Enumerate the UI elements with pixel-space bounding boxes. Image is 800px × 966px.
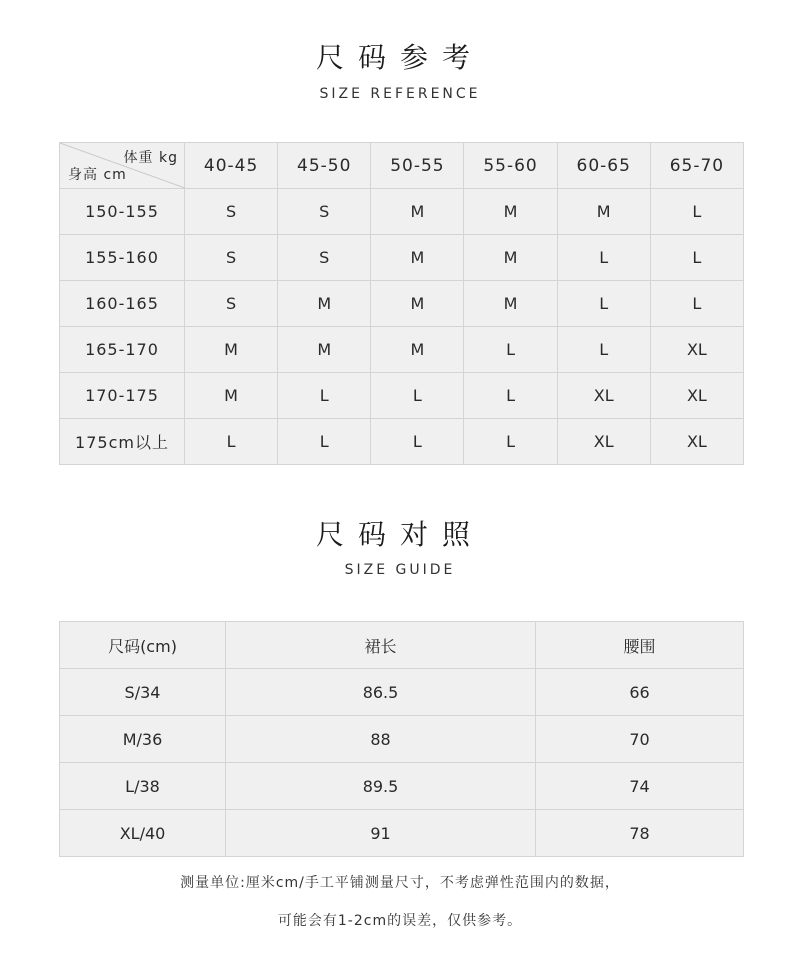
column-header: 腰围	[536, 622, 744, 669]
height-label: 160-165	[60, 281, 185, 327]
waist-cell: 70	[536, 716, 744, 763]
skirt-length-cell: 91	[226, 810, 536, 857]
skirt-length-cell: 86.5	[226, 669, 536, 716]
waist-cell: 66	[536, 669, 744, 716]
height-label: 150-155	[60, 189, 185, 235]
size-cell: M	[371, 189, 464, 235]
size-cell: XL/40	[60, 810, 226, 857]
measurement-note-line1: 测量单位:厘米cm/手工平铺测量尺寸，不考虑弹性范围内的数据，	[180, 875, 620, 891]
skirt-length-cell: 88	[226, 716, 536, 763]
table-header-row	[60, 622, 744, 669]
size-cell: S	[185, 189, 278, 235]
weight-header: 45-50	[278, 143, 371, 189]
height-label: 170-175	[60, 373, 185, 419]
size-cell: L	[278, 419, 371, 465]
table-row	[60, 327, 744, 373]
size-cell: L	[371, 373, 464, 419]
size-cell: XL	[557, 373, 650, 419]
waist-cell: 78	[536, 810, 744, 857]
height-axis-label: 身高 cm	[68, 167, 127, 183]
size-cell: S	[185, 235, 278, 281]
size-cell: M	[464, 281, 557, 327]
table-row	[60, 281, 744, 327]
size-cell: XL	[650, 327, 743, 373]
size-cell: M	[185, 373, 278, 419]
size-cell: L	[557, 235, 650, 281]
table-row	[60, 763, 744, 810]
size-cell: L	[650, 189, 743, 235]
size-cell: L	[464, 419, 557, 465]
size-cell: M	[371, 281, 464, 327]
size-cell: XL	[650, 373, 743, 419]
size-guide-table	[59, 621, 744, 857]
size-cell: L	[557, 281, 650, 327]
size-cell: S	[278, 235, 371, 281]
height-label: 165-170	[60, 327, 185, 373]
weight-header: 65-70	[650, 143, 743, 189]
weight-header: 55-60	[464, 143, 557, 189]
size-cell: L	[650, 235, 743, 281]
column-header: 尺码(cm)	[60, 622, 226, 669]
table-row	[60, 235, 744, 281]
table-header-row	[60, 143, 744, 189]
table-row	[60, 810, 744, 857]
size-cell: M	[464, 235, 557, 281]
table-row	[60, 373, 744, 419]
size-cell: L	[371, 419, 464, 465]
size-cell: M	[557, 189, 650, 235]
waist-cell: 74	[536, 763, 744, 810]
size-cell: L	[650, 281, 743, 327]
weight-header: 60-65	[557, 143, 650, 189]
size-cell: L	[278, 373, 371, 419]
table-row	[60, 669, 744, 716]
weight-header: 50-55	[371, 143, 464, 189]
size-cell: XL	[557, 419, 650, 465]
size-reference-title: 尺码参考	[315, 41, 484, 74]
size-cell: S	[185, 281, 278, 327]
size-cell: M	[464, 189, 557, 235]
size-cell: L	[464, 373, 557, 419]
size-cell: M	[371, 327, 464, 373]
table-row	[60, 189, 744, 235]
size-cell: S	[278, 189, 371, 235]
size-reference-subtitle: SIZE REFERENCE	[319, 86, 481, 102]
size-cell: M	[278, 281, 371, 327]
size-cell: M	[185, 327, 278, 373]
measurement-note-line2: 可能会有1-2cm的误差，仅供参考。	[277, 913, 523, 929]
size-cell: L	[185, 419, 278, 465]
size-cell: XL	[650, 419, 743, 465]
size-guide-subtitle: SIZE GUIDE	[344, 562, 456, 578]
weight-header: 40-45	[185, 143, 278, 189]
size-cell: L	[557, 327, 650, 373]
size-guide-title: 尺码对照	[315, 518, 484, 551]
column-header: 裙长	[226, 622, 536, 669]
size-reference-table	[59, 142, 744, 465]
size-cell: M	[371, 235, 464, 281]
height-label: 175cm以上	[60, 419, 185, 465]
size-cell: L	[464, 327, 557, 373]
height-label: 155-160	[60, 235, 185, 281]
size-cell: L/38	[60, 763, 226, 810]
table-row	[60, 716, 744, 763]
corner-cell	[60, 143, 185, 189]
table-row	[60, 419, 744, 465]
size-cell: M/36	[60, 716, 226, 763]
size-cell: S/34	[60, 669, 226, 716]
size-cell: M	[278, 327, 371, 373]
weight-axis-label: 体重 kg	[123, 150, 178, 166]
skirt-length-cell: 89.5	[226, 763, 536, 810]
